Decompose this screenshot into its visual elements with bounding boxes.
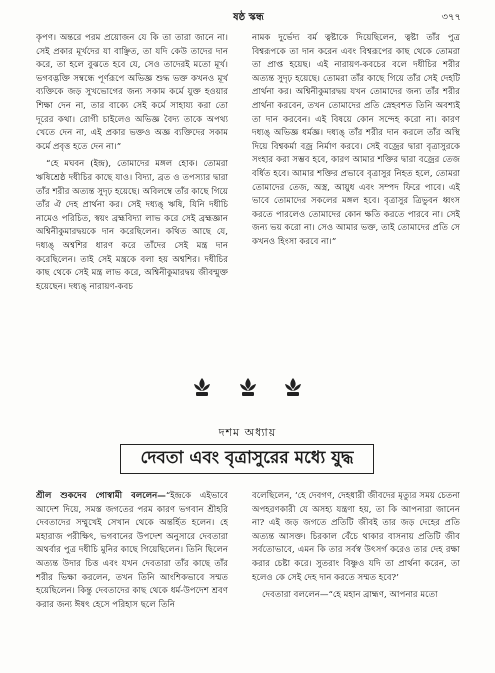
page-number: ৩৭৭ bbox=[441, 12, 461, 23]
right-column-bottom bbox=[252, 490, 460, 666]
page-header bbox=[36, 10, 461, 26]
paragraph: বলেছিলেন, ‘হে দেবগণ, দেহধারী জীবদের মৃত্যুর সময় চেতনা অপহরণকারী যে অসহ্য যন্ত্রণা হয়, তা কি আপনারা জানেন না? এই জড় জগতে প্রতিটি জীবই তার জড় দেহের প্রতি অত্যন্ত আসক্ত। চিরকাল বেঁচে থাকার বাসনায় প্রতিটি জীব সর্বতোভাবে, এমন কি তার সর্বস্ব উৎসর্গ করেও তার দেহ রক্ষা করার চেষ্টা করে। সুতরাং বিষ্ণুও যদি তা প্রার্থনা করেন, তা হলেও কে সেই দেহ দান করতে সম্মত হবে?’ bbox=[252, 491, 460, 583]
left-column-bottom bbox=[36, 490, 228, 666]
lotus-ornament-icon bbox=[282, 376, 304, 398]
paragraph: কৃপণ। অন্তরে পরম প্রয়োজন যে কি তা তারা জানে না। সেই প্রকার মূর্খদের যা বাঞ্ছিত, তা যদি কেউ তাদের দান করে, তা হলে বুঝতে হবে যে, সেও তাদেরই মতো মূর্খ। ভগবদ্ভক্তি সম্বন্ধে পূর্ণরূপে অভিজ্ঞ শুদ্ধ ভক্ত কখনও মূর্খ ব্যক্তিকে জড় সুখভোগের জন্য সকাম কর্মে যুক্ত হওয়ার শিক্ষা দেন না, তার বাক্যে সেই কর্মে সাহায্য করা তো দূরের কথা। রোগী চাইলেও অভিজ্ঞ বৈদ্য তাকে অপথ্য খেতে দেন না, এই প্রকার ভক্তও অজ্ঞ ব্যক্তিদের সকাম কর্মে প্রবৃত্ত হতে দেন না।” bbox=[36, 33, 228, 152]
left-column-top bbox=[36, 32, 228, 354]
chapter-title bbox=[120, 444, 374, 474]
speaker-lead: শ্রীল শুকদেব গোস্বামী বললেন— bbox=[36, 491, 166, 501]
lotus-ornament-icon bbox=[191, 376, 213, 398]
section-divider-ornaments bbox=[0, 376, 495, 402]
chapter-number: দশম অধ্যায় bbox=[218, 426, 277, 439]
paragraph: নামক দুর্ভেদ্য বর্ম ত্বষ্টাকে দিয়েছিলেন, ত্বষ্টা তাঁর পুত্র বিশ্বরূপকে তা দান করেন এবং বিশ্বরূপের কাছ থেকে তোমরা তা প্রাপ্ত হয়েছ। এই নারায়ণ-কবচের বলে দধীচির শরীর অত্যন্ত সুদৃঢ় হয়েছে। তোমরা তাঁর কাছে গিয়ে তাঁর সেই দেহটি প্রার্থনা কর। অশ্বিনীকুমারদ্বয় যখন তোমাদের জন্য তাঁর শরীর প্রার্থনা করবেন, তখন তোমাদের প্রতি স্নেহবশত তিনি অবশ্যই তা দান করবেন। এই বিষয়ে কোন সন্দেহ করো না। কারণ দধ্যঙ্ অভিজ্ঞ ধর্মজ্ঞ। দধ্যঙ্ তাঁর শরীর দান করলে তাঁর অস্থি দিয়ে বিশ্বকর্মা বজ্র নির্মাণ করবে। সেই বজ্রের দ্বারা বৃত্রাসুরকে সংহার করা সম্ভব হবে, কারণ আমার শক্তির দ্বারা বজ্রের তেজ বর্ধিত হবে। আমার শক্তির প্রভাবে বৃত্রাসুর নিহত হলে, তোমরা তোমাদের তেজ, অস্ত্র, আয়ুধ এবং সম্পদ ফিরে পাবে। এই ভাবে তোমাদের সকলের মঙ্গল হবে। বৃত্রাসুর ত্রিভুবন ধ্বংস করতে পারলেও তোমাদের কোন ক্ষতি করতে পারবে না। সেই জন্য ভয় করো না। সেও আমার ভক্ত, তাই তোমাদের প্রতি সে কখনও হিংসা করবে না।” bbox=[252, 33, 460, 247]
paragraph bbox=[36, 490, 228, 612]
chapter-title-text: দেবতা এবং বৃত্রাসুরের মধ্যে যুদ্ধ bbox=[140, 448, 354, 468]
paragraph: দেবতারা বললেন—“হে মহান ব্রাহ্মণ, আপনার মতো bbox=[262, 590, 438, 601]
running-head: ষষ্ঠ স্কন্ধ bbox=[233, 12, 264, 23]
paragraph-text: “ইন্দ্রকে এইভাবে আদেশ দিয়ে, সমস্ত জগতের পরম কারণ ভগবান শ্রীহরি দেবতাদের সম্মুখেই সেখান থেকে অন্তর্হিত হলেন। হে মহারাজ পরীক্ষিৎ, ভগবানের উপদেশ অনুসারে দেবতারা অথর্বার পুত্র দধীচি মুনির কাছে গিয়েছিলেন। তিনি ছিলেন অত্যন্ত উদার চিত্ত এবং যখন দেবতারা তাঁর কাছে তাঁর শরীর ভিক্ষা করলেন, তখন তিনি আংশিকভাবে সম্মত হয়েছিলেন। কিন্তু দেবতাদের কাছ থেকে ধর্ম-উপদেশ শ্রবণ করার জন্য ঈষৎ হেসে পরিহাস ছলে তিনি bbox=[36, 491, 228, 610]
lotus-ornament-icon bbox=[237, 376, 259, 398]
paragraph: “হে মঘবন (ইন্দ্র), তোমাদের মঙ্গল হোক। তোমরা ঋষিশ্রেষ্ঠ দধীচির কাছে যাও। বিদ্যা, ব্রত ও তপস্যার দ্বারা তাঁর শরীর অত্যন্ত সুদৃঢ় হয়েছে। অবিলম্বে তাঁর কাছে গিয়ে তাঁর ঐ দেহ প্রার্থনা কর। সেই দধ্যঙ্ ঋষি, যিনি দধীচি নামেও পরিচিত, স্বয়ং ব্রহ্মবিদ্যা লাভ করে সেই ব্রহ্মজ্ঞান অশ্বিনীকুমারদ্বয়কে দান করেছিলেন। কথিত আছে যে, দধ্যঙ্ অশ্বশির ধারণ করে তাঁদের সেই মন্ত্র দান করেছিলেন। তাই সেই মন্ত্রকে বলা হয় অশ্বশির। দধীচির কাছ থেকে সেই মন্ত্র লাভ করে, অশ্বিনীকুমারদ্বয় জীবন্মুক্ত হয়েছেন। দধ্যঙ্ নারায়ণ-কবচ bbox=[36, 159, 228, 292]
right-column-top bbox=[252, 32, 460, 354]
